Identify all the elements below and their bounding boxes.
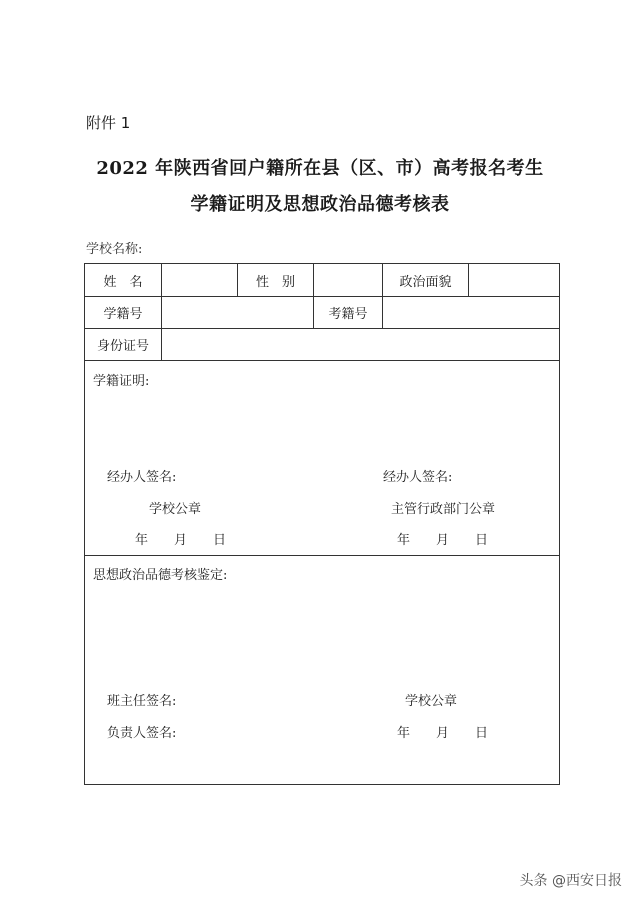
right-handler-signature-label: 经办人签名: [383,470,453,485]
exam-number-label: 考籍号 [328,306,368,322]
student-number-value-cell[interactable] [162,296,313,328]
moral-assessment-heading: 思想政治品德考核鉴定: [93,568,228,583]
gender-value-cell[interactable] [314,264,382,296]
name-label: 姓 名 [103,274,143,290]
id-number-value-cell[interactable] [162,328,559,360]
student-status-certificate-heading: 学籍证明: [93,374,150,389]
row-divider [85,360,559,361]
principal-signature-label: 负责人签名: [107,726,177,741]
school-seal-label: 学校公章 [149,502,202,517]
left-handler-signature-label: 经办人签名: [107,470,177,485]
political-status-label: 政治面貌 [399,274,452,290]
school-name-label: 学校名称: [86,242,143,257]
authority-seal-label: 主管行政部门公章 [391,502,496,517]
class-teacher-signature-label: 班主任签名: [107,694,177,709]
exam-number-value-cell[interactable] [383,296,559,328]
moral-school-seal-label: 学校公章 [405,694,458,709]
certificate-form-table [84,263,560,785]
attachment-label: 附件 1 [86,114,131,132]
source-watermark: 头条 @西安日报 [519,873,622,889]
name-value-cell[interactable] [162,264,237,296]
moral-date-label: 年 月 日 [397,726,489,741]
form-title-line-1: 2022 年陕西省回户籍所在县（区、市）高考报名考生 [96,158,544,179]
right-date-label: 年 月 日 [397,533,489,548]
student-number-label: 学籍号 [103,306,143,322]
political-status-value-cell[interactable] [469,264,559,296]
form-title-line-2: 学籍证明及思想政治品德考核表 [190,194,450,215]
gender-label: 性 别 [255,274,295,290]
left-date-label: 年 月 日 [135,533,227,548]
id-number-label: 身份证号 [96,338,149,354]
section-divider [85,555,559,556]
